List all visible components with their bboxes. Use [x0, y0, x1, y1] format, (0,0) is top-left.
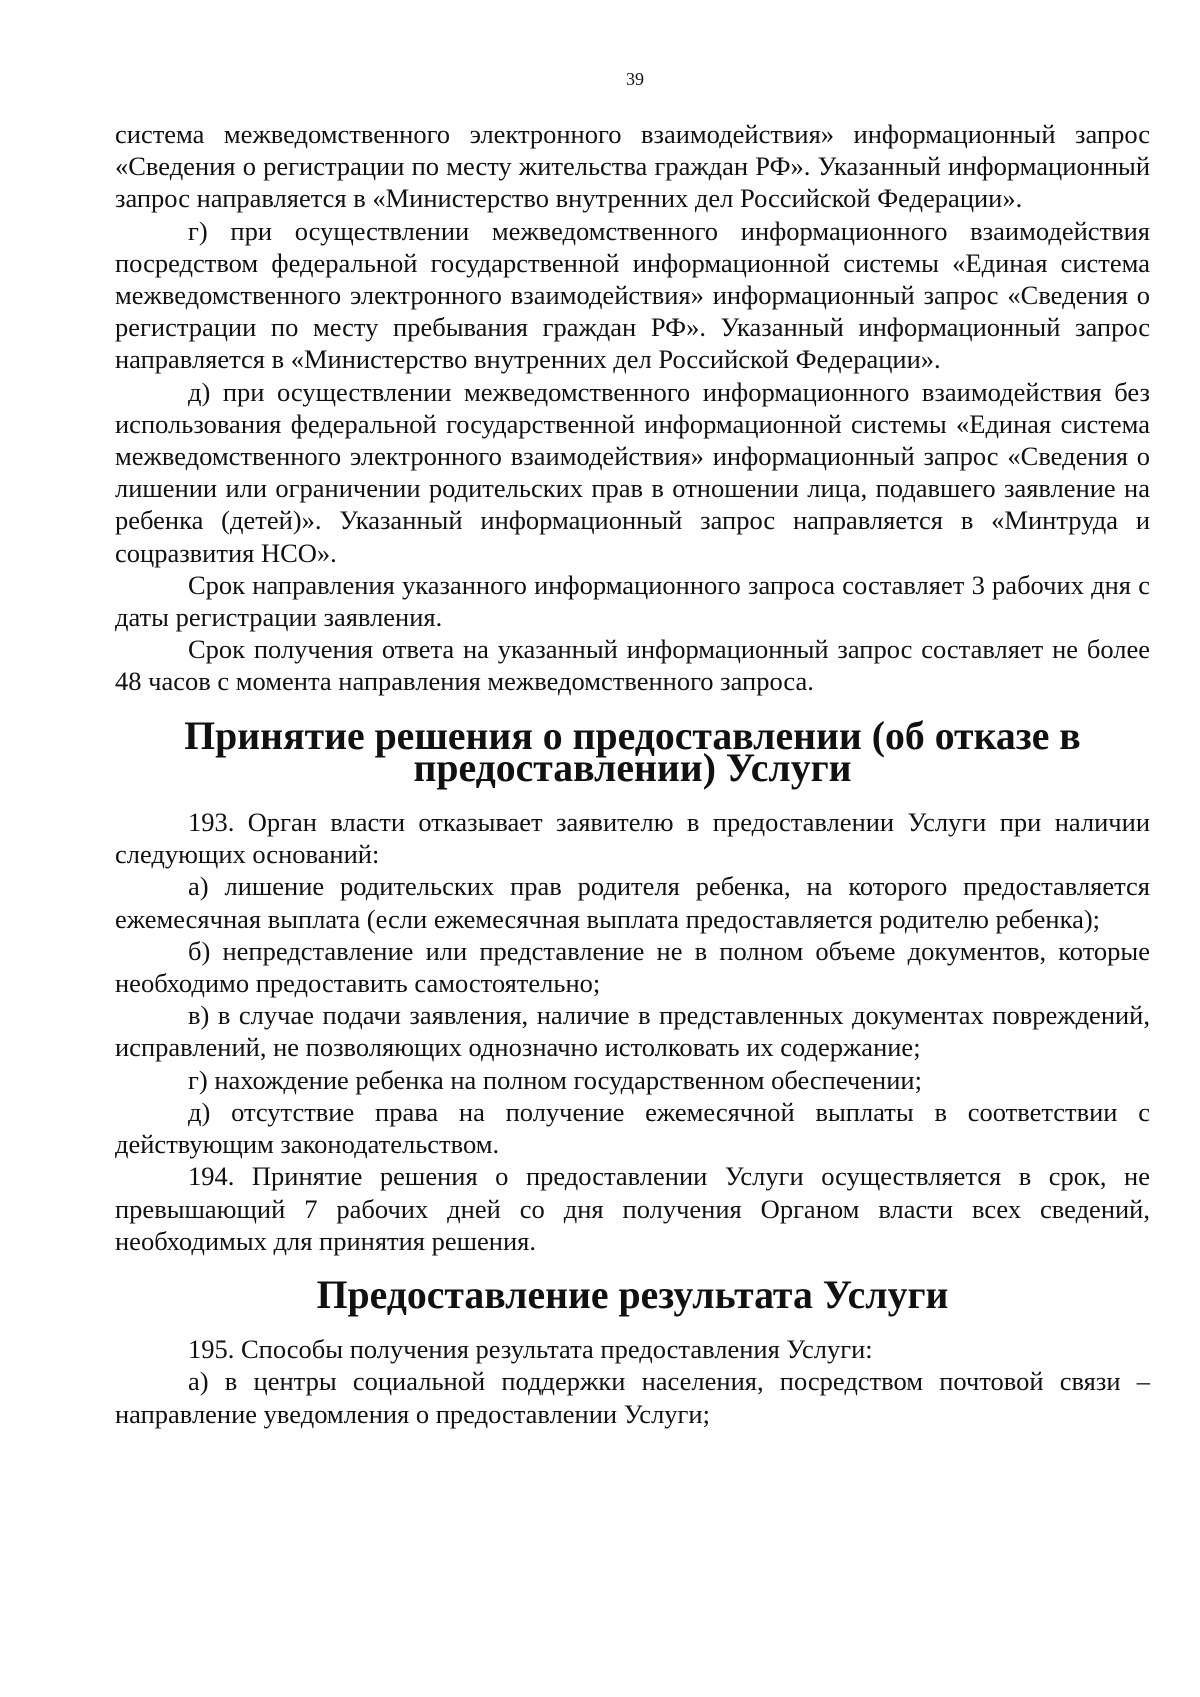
page-number: 39 — [626, 69, 644, 89]
paragraph-continuation: система межведомственного электронного взаимодействия» информационный запрос «Сведения о регистрации по месту жительства граждан РФ». Указанный информационный запрос направляется в «Министерство внутренних дел Российской Федерации». — [115, 119, 1150, 214]
section-heading-result: Предоставление результата Услуги — [316, 1272, 949, 1317]
section-heading-decision: Принятие решения о предоставлении (об отказе в предоставлении) Услуги — [184, 713, 1081, 790]
paragraph-item-d: д) при осуществлении межведомственного информационного взаимодействия без использования федеральной государственной информационной системы «Единая система межведомственного электронного взаимодействия» информационный запрос «Сведения о лишении или ограничении родительских прав в отношении лица, подавшего заявление на ребенка (детей)». Указанный информационный запрос направляется в «Минтруда и соцразвития НСО». — [115, 376, 1150, 568]
paragraph-193-g: г) нахождение ребенка на полном государственном обеспечении; — [188, 1064, 922, 1095]
paragraph-195: 195. Способы получения результата предоставления Услуги: — [188, 1334, 873, 1365]
paragraph-193-d: д) отсутствие права на получение ежемесячной выплаты в соответствии с действующим законодательством. — [115, 1096, 1150, 1160]
paragraph-response-deadline: Срок получения ответа на указанный информационный запрос составляет не более 48 часов с момента направления межведомственного запроса. — [115, 634, 1150, 697]
paragraph-195-a: а) в центры социальной поддержки населения, посредством почтовой связи – направление уведомления о предоставлении Услуги; — [115, 1366, 1150, 1429]
paragraph-193-b: б) непредставление или представление не в полном объеме документов, которые необходимо предоставить самостоятельно; — [115, 935, 1150, 999]
paragraph-193-v: в) в случае подачи заявления, наличие в представленных документах повреждений, исправлений, не позволяющих однозначно истолковать их содержание; — [115, 1000, 1150, 1063]
paragraph-193-a: а) лишение родительских прав родителя ребенка, на которого предоставляется ежемесячная выплата (если ежемесячная выплата предоставляется родителю ребенка); — [115, 871, 1150, 934]
paragraph-194: 194. Принятие решения о предоставлении Услуги осуществляется в срок, не превышающий 7 рабочих дней со дня получения Органом власти всех сведений, необходимых для принятия решения. — [115, 1161, 1150, 1256]
document-body — [115, 118, 1150, 1430]
paragraph-item-g: г) при осуществлении межведомственного информационного взаимодействия посредством федеральной государственной информационной системы «Единая система межведомственного электронного взаимодействия» информационный запрос «Сведения о регистрации по месту пребывания граждан РФ». Указанный информационный запрос направляется в «Министерство внутренних дел Российской Федерации». — [115, 215, 1150, 375]
paragraph-193: 193. Орган власти отказывает заявителю в предоставлении Услуги при наличии следующих оснований: — [115, 807, 1150, 870]
paragraph-request-deadline: Срок направления указанного информационного запроса составляет 3 рабочих дня с даты регистрации заявления. — [115, 569, 1150, 633]
